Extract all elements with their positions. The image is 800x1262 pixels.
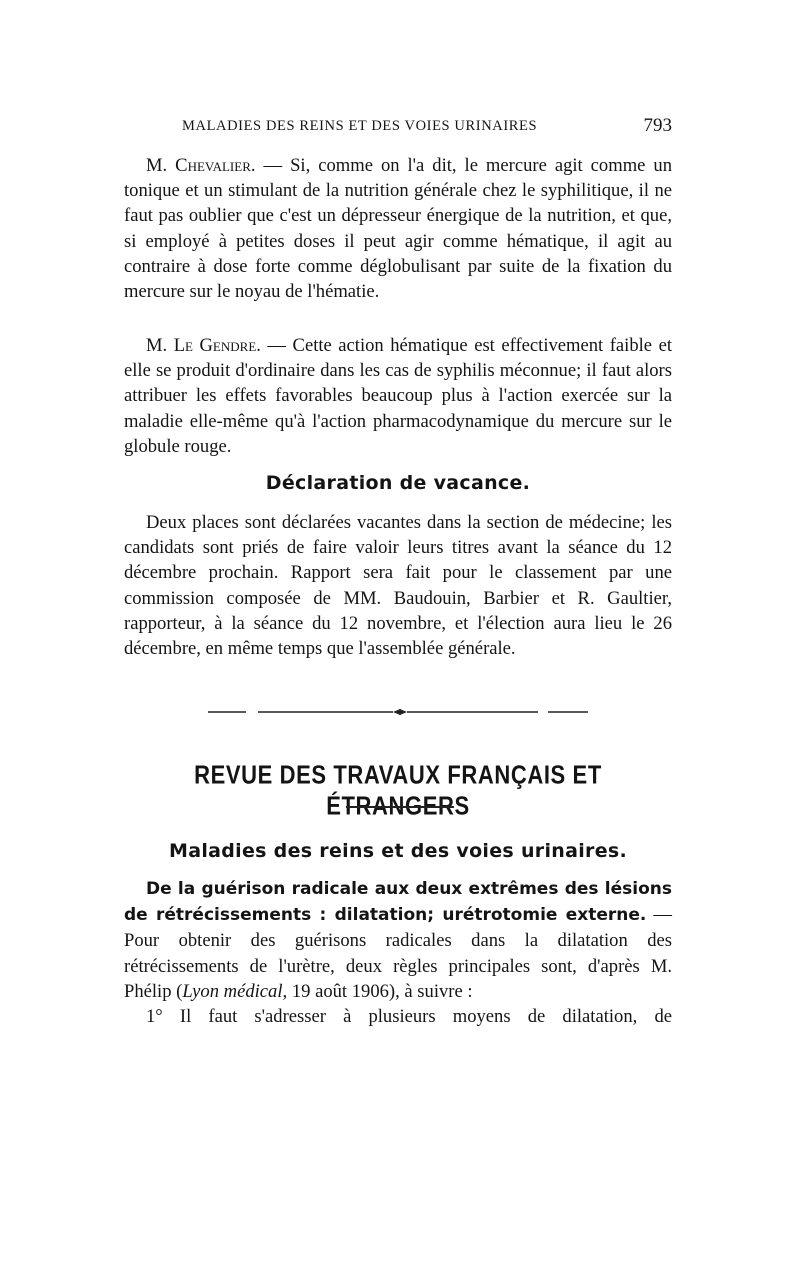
speaker-name: M. Le Gendre.: [146, 335, 261, 356]
journal-name: Lyon médical,: [182, 980, 288, 1002]
paragraph-text: — Si, comme on l'a dit, le mercure agit comme un tonique et un stimulant de la nutrition générale chez le syphilitique, il ne faut pas oublier que c'est un dépresseur énergique de la nutrition, et que, si employé à petites doses il peut agir comme hématique, il agit au contraire à dose forte comme déglobulisant par suite de la fixation du mercure sur le noyau de l'hématie.: [124, 155, 672, 303]
paragraph-phelip: [124, 876, 672, 1004]
major-section-title: REVUE DES TRAVAUX FRANÇAIS ET ÉTRANGERS: [194, 760, 602, 821]
section-title-vacance: Déclaration de vacance.: [265, 472, 531, 494]
page-number: 793: [643, 115, 672, 136]
ornamental-rule: [208, 704, 588, 720]
speaker-name: M. Chevalier.: [146, 155, 256, 176]
paragraph-text: — Pour obtenir des guérisons radicales dans la dilatation des rétrécissements de l'urètre, deux règles principales sont, d'après M. Phélip (: [124, 904, 672, 1002]
paragraph-rule-one: 1° Il faut s'adresser à plusieurs moyens de dilatation, de: [146, 1006, 672, 1027]
article-title: De la guérison radicale aux deux extrêmes des lésions de rétrécissements : dilatation; urétrotomie externe.: [124, 879, 672, 926]
paragraph-text-end: 19 août 1906), à suivre :: [287, 980, 473, 1002]
running-title: MALADIES DES REINS ET DES VOIES URINAIRES: [182, 118, 538, 134]
paragraph-vacance: Deux places sont déclarées vacantes dans la section de médecine; les candidats sont priés de faire valoir leurs titres avant la séance du 12 décembre prochain. Rapport sera fait pour le classement par une commission composée de MM. Baudouin, Barbier et R. Gaultier, rapporteur, à la séance du 12 novembre, et l'élection aura lieu le 26 décembre, en même temps que l'assemblée générale.: [124, 512, 672, 660]
paragraph-chevalier: [124, 153, 672, 304]
paragraph-le-gendre: [124, 333, 672, 459]
running-header: [182, 115, 672, 136]
paragraph-text: — Cette action hématique est effectivement faible et elle se produit d'ordinaire dans les cas de syphilis méconnue; il faut alors attribuer les effets favorables beaucoup plus à l'action exercée sur la maladie elle-même qu'à l'action pharmacodynamique du mercure sur le globule rouge.: [124, 335, 672, 457]
section-title-maladies: Maladies des reins et des voies urinaires.: [168, 840, 628, 862]
title-underline: [346, 806, 454, 808]
